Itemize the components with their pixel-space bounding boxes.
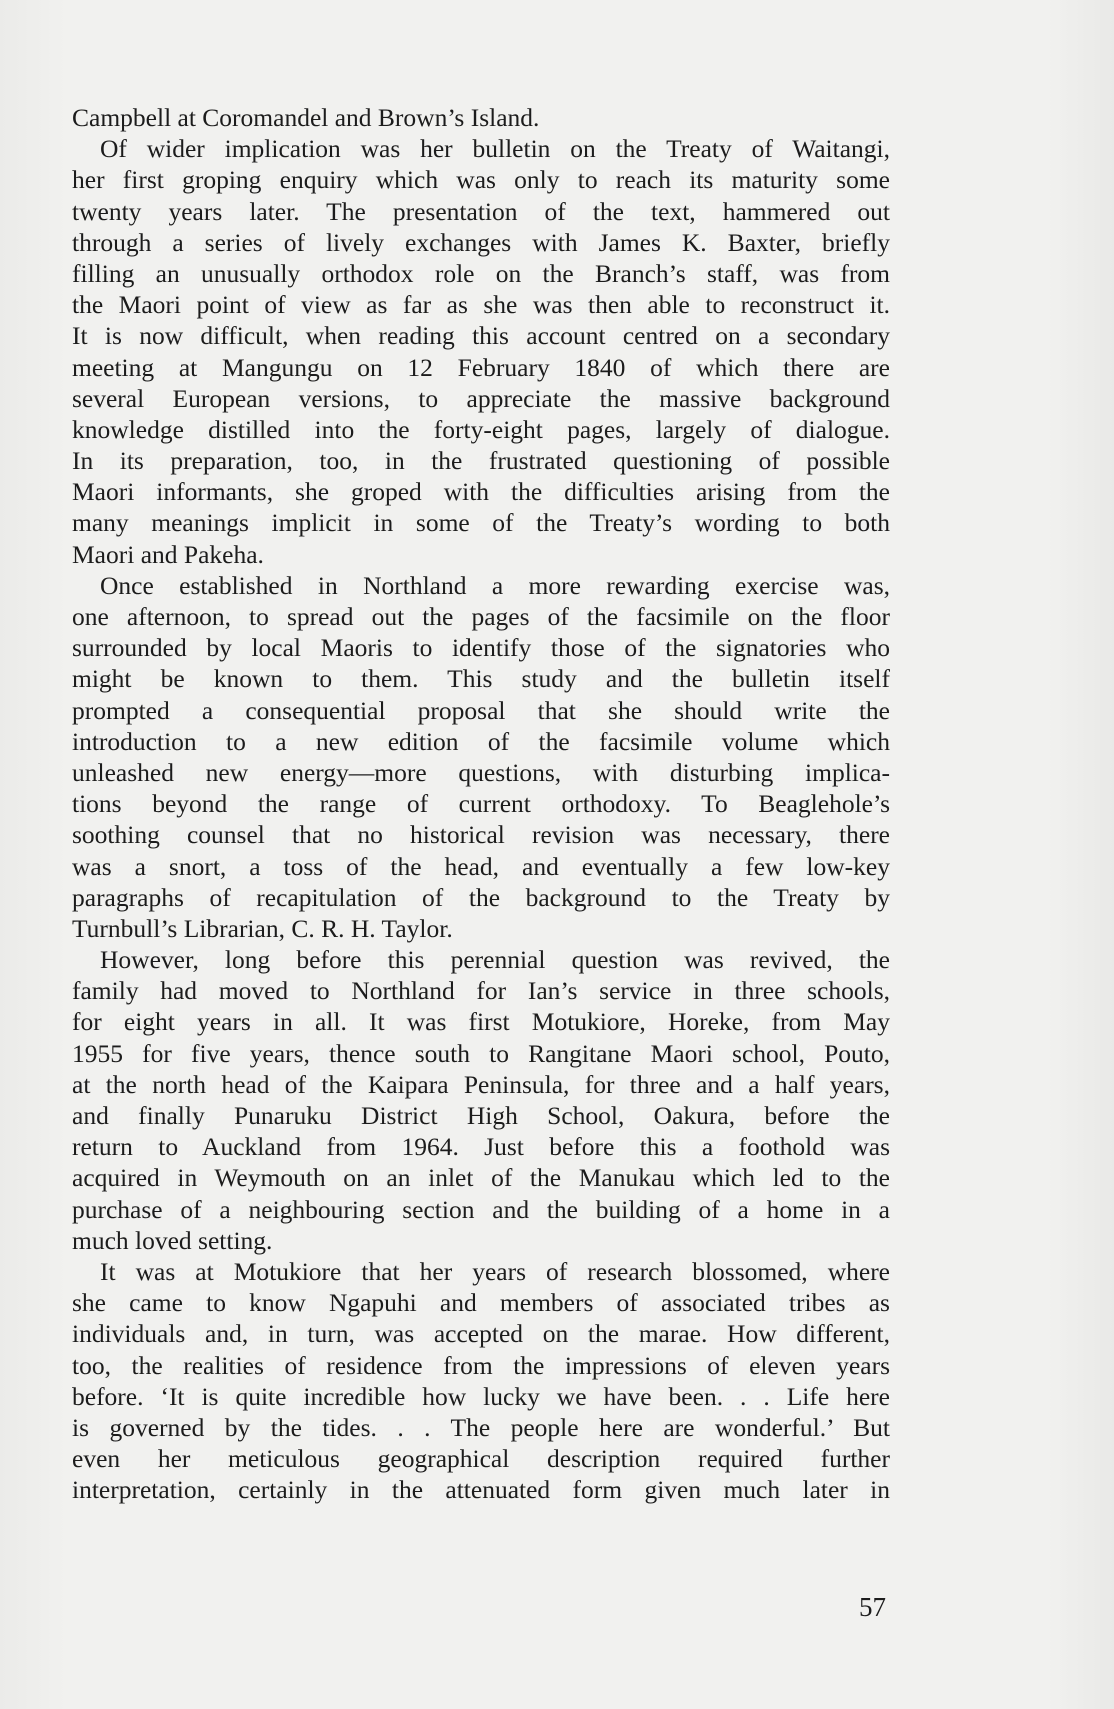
text-line: for eight years in all. It was first Motukiore, Horeke, from May xyxy=(72,1007,890,1037)
text-line: soothing counsel that no historical revision was necessary, there xyxy=(72,820,890,850)
text-line: knowledge distilled into the forty-eight pages, largely of dialogue. xyxy=(72,414,890,444)
text-line: many meanings implicit in some of the Treaty’s wording to both xyxy=(72,508,890,538)
text-line: is governed by the tides. . . The people here are wonderful.’ But xyxy=(72,1412,890,1442)
text-line: through a series of lively exchanges with James K. Baxter, briefly xyxy=(72,227,890,257)
text-line: Turnbull’s Librarian, C. R. H. Taylor. xyxy=(72,913,453,943)
text-line: However, long before this perennial question was revived, the xyxy=(100,945,890,975)
text-line: It was at Motukiore that her years of research blossomed, where xyxy=(100,1256,890,1286)
text-line: Campbell at Coromandel and Brown’s Island. xyxy=(72,103,540,132)
text-line: Of wider implication was her bulletin on the Treaty of Waitangi, xyxy=(100,134,890,164)
text-line: acquired in Weymouth on an inlet of the Manukau which led to the xyxy=(72,1163,890,1193)
text-line: several European versions, to appreciate the massive background xyxy=(72,383,890,413)
text-line: purchase of a neighbouring section and the building of a home in a xyxy=(72,1194,890,1224)
text-line: her first groping enquiry which was only to reach its maturity some xyxy=(72,165,890,195)
text-line: one afternoon, to spread out the pages of the facsimile on the floor xyxy=(72,602,890,631)
body-text xyxy=(72,102,890,1505)
text-line: In its preparation, too, in the frustrated questioning of possible xyxy=(72,446,890,476)
text-line: was a snort, a toss of the head, and eventually a few low-key xyxy=(72,851,890,881)
text-line: before. ‘It is quite incredible how lucky we have been. . . Life here xyxy=(72,1381,890,1411)
text-line: 1955 for five years, thence south to Rangitane Maori school, Pouto, xyxy=(72,1038,890,1068)
text-line: too, the realities of residence from the impressions of eleven years xyxy=(72,1350,890,1380)
text-line: tions beyond the range of current orthodoxy. To Beaglehole’s xyxy=(72,789,890,819)
text-line: introduction to a new edition of the facsimile volume which xyxy=(72,726,890,756)
page-number: 57 xyxy=(859,1592,886,1622)
text-line: individuals and, in turn, was accepted on the marae. How different, xyxy=(72,1319,890,1349)
text-line: Once established in Northland a more rewarding exercise was, xyxy=(100,570,890,600)
text-line: might be known to them. This study and the bulletin itself xyxy=(72,664,890,694)
text-line: even her meticulous geographical description required further xyxy=(72,1444,890,1474)
text-line: interpretation, certainly in the attenuated form given much later in xyxy=(72,1475,890,1505)
text-line: twenty years later. The presentation of the text, hammered out xyxy=(72,196,890,226)
text-line: much loved setting. xyxy=(72,1225,273,1255)
text-line: return to Auckland from 1964. Just before this a foothold was xyxy=(72,1132,890,1162)
text-line: the Maori point of view as far as she was then able to reconstruct it. xyxy=(72,290,890,320)
text-line: prompted a consequential proposal that she should write the xyxy=(72,695,890,725)
text-line: Maori informants, she groped with the difficulties arising from the xyxy=(72,477,890,507)
text-line: meeting at Mangungu on 12 February 1840 of which there are xyxy=(72,352,890,382)
text-line: surrounded by local Maoris to identify those of the signatories who xyxy=(72,633,890,663)
text-line: filling an unusually orthodox role on the Branch’s staff, was from xyxy=(72,258,890,288)
text-line: unleashed new energy—more questions, with disturbing implica- xyxy=(72,757,890,787)
text-line: and finally Punaruku District High School, Oakura, before the xyxy=(72,1101,890,1130)
text-line: she came to know Ngapuhi and members of associated tribes as xyxy=(72,1288,890,1318)
text-line: family had moved to Northland for Ian’s service in three schools, xyxy=(72,976,890,1006)
text-line: paragraphs of recapitulation of the background to the Treaty by xyxy=(72,882,890,912)
text-line: It is now difficult, when reading this account centred on a secondary xyxy=(72,321,890,351)
text-line: at the north head of the Kaipara Peninsula, for three and a half years, xyxy=(72,1069,890,1099)
text-line: Maori and Pakeha. xyxy=(72,539,264,569)
